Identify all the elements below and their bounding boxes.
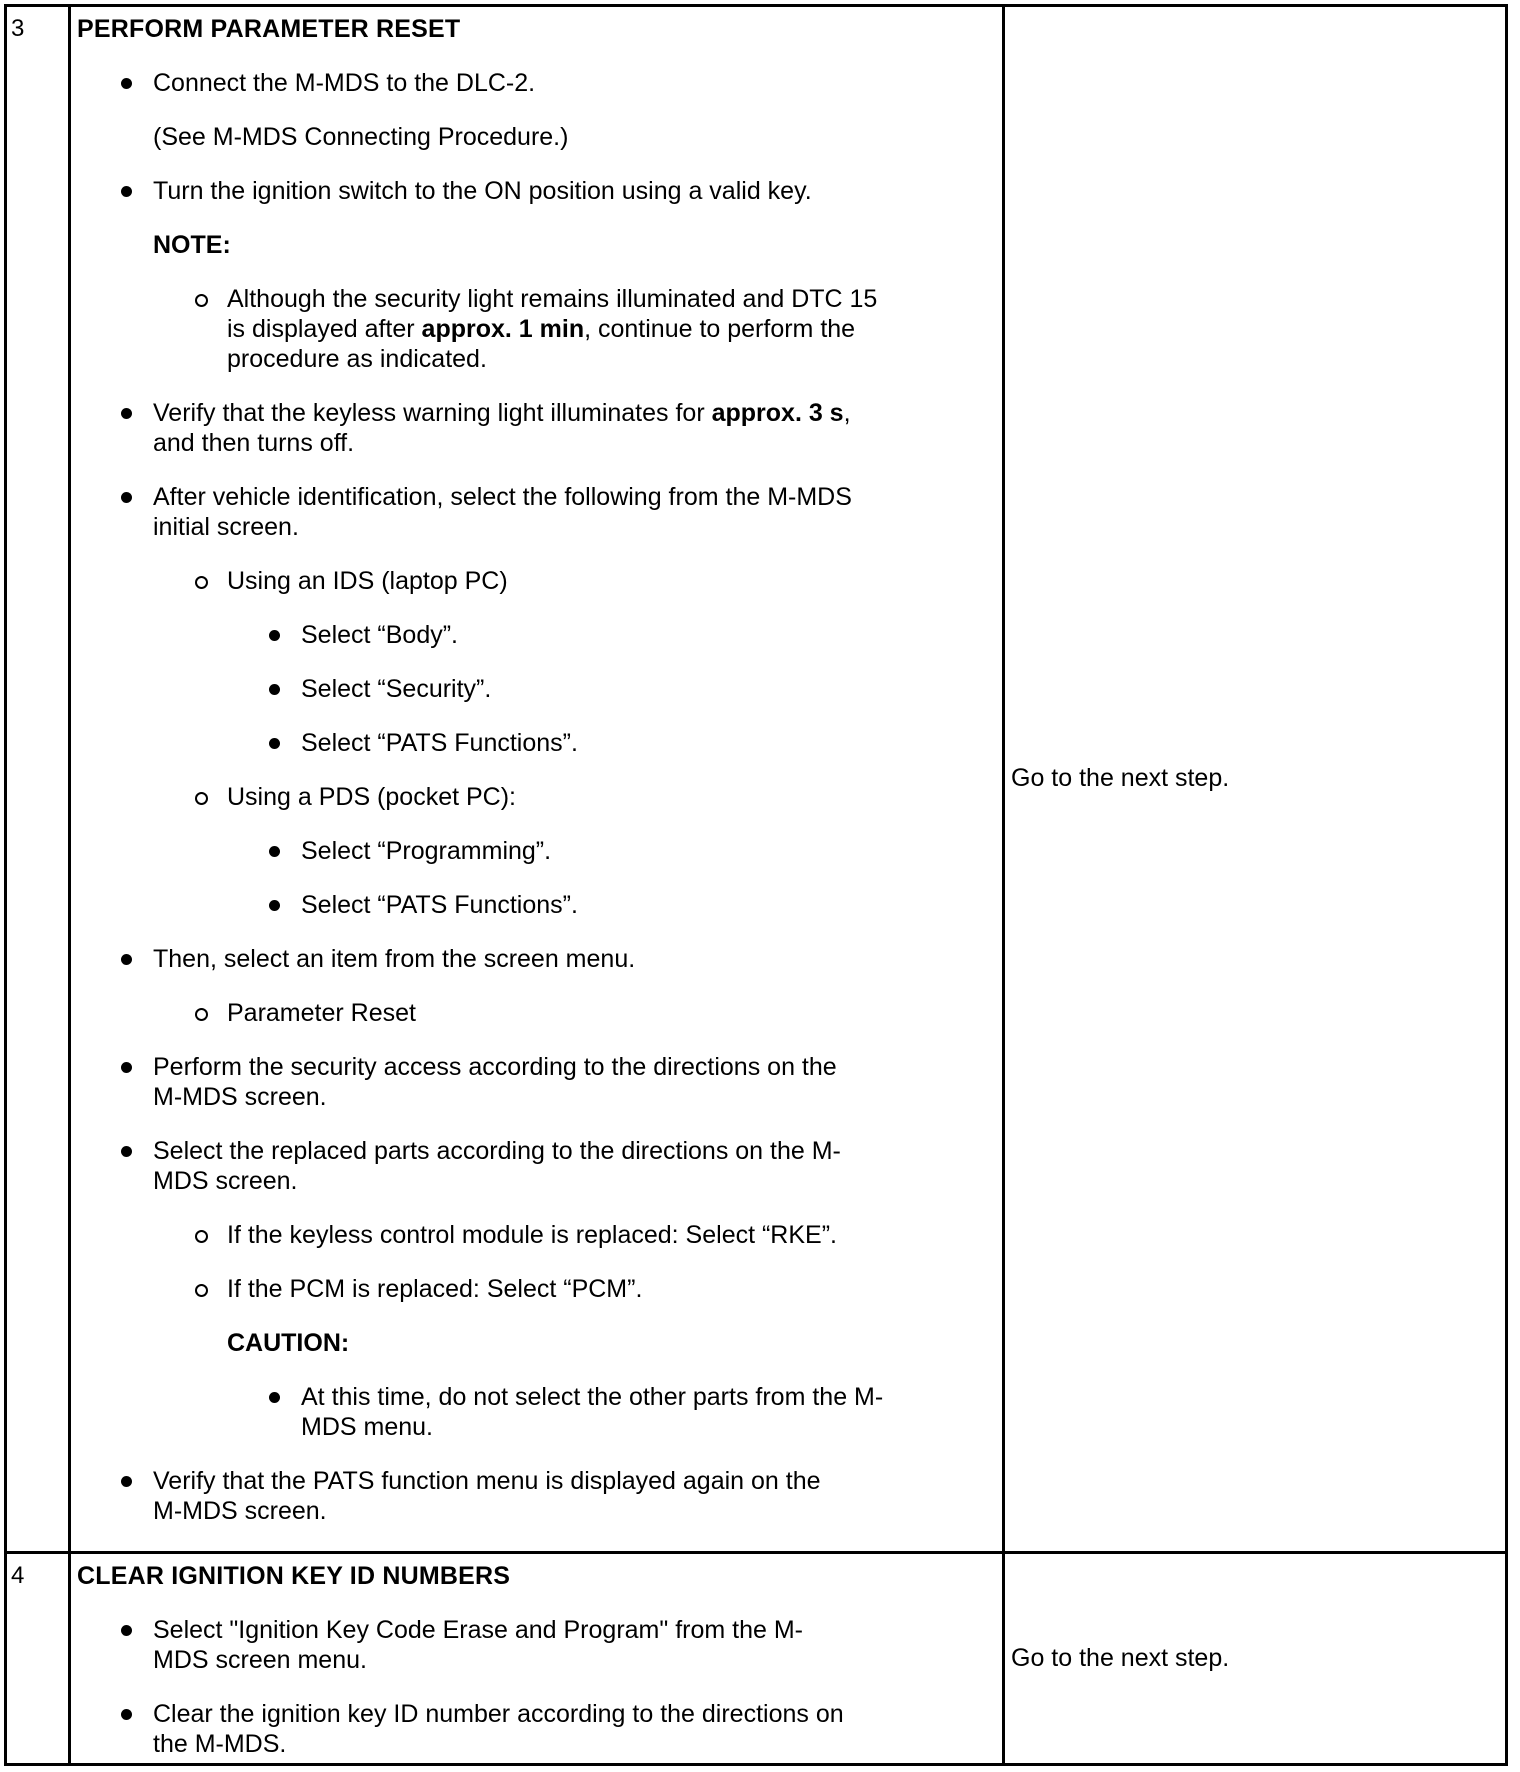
step-row (6, 6, 1507, 1553)
bullet-icon (121, 1476, 132, 1487)
bullet-icon (121, 78, 132, 89)
list-item: After vehicle identification, select the following from the M-MDS initial screen. (71, 482, 853, 542)
sub-list-item: Using a PDS (pocket PC): (71, 782, 897, 812)
sub-list-item: If the keyless control module is replaced: Select “RKE”. (71, 1220, 897, 1250)
bullet-icon (121, 1146, 132, 1157)
circle-bullet-icon (195, 576, 208, 589)
note-item: Although the security light remains illuminated and DTC 15 is displayed after approx. 1 min, continue to perform the procedure as indicated. (71, 284, 897, 374)
result-text: Go to the next step. (1011, 1643, 1230, 1672)
step-number: 3 (11, 15, 25, 42)
sub-sub-list-item: Select “PATS Functions”. (71, 728, 891, 758)
procedure-table (4, 4, 1508, 1766)
list-item: Connect the M-MDS to the DLC-2. (71, 68, 853, 98)
sub-sub-list-item: Select “Security”. (71, 674, 891, 704)
bullet-icon (121, 1062, 132, 1073)
sub-sub-list-item: Select “Programming”. (71, 836, 891, 866)
bullet-icon (269, 684, 280, 695)
bullet-icon (269, 846, 280, 857)
sub-sub-list-item: Select “Body”. (71, 620, 891, 650)
action-list (71, 68, 1002, 98)
action-cell (70, 1552, 1004, 1764)
bullet-icon (121, 954, 132, 965)
result-cell (1004, 1552, 1507, 1764)
caution-label: CAUTION: (227, 1329, 350, 1357)
bullet-icon (121, 186, 132, 197)
circle-bullet-icon (195, 1008, 208, 1021)
list-item: Verify that the keyless warning light illuminates for approx. 3 s, and then turns off. (71, 398, 853, 458)
sub-list-item: Parameter Reset (71, 998, 897, 1028)
list-item: Verify that the PATS function menu is displayed again on the M-MDS screen. (71, 1466, 853, 1526)
action-cell (70, 6, 1004, 1553)
bullet-icon (269, 900, 280, 911)
list-item: Turn the ignition switch to the ON position using a valid key. (71, 176, 853, 206)
list-item: Then, select an item from the screen menu. (71, 944, 853, 974)
sub-list-item: Using an IDS (laptop PC) (71, 566, 897, 596)
bullet-icon (121, 1709, 132, 1720)
circle-bullet-icon (195, 294, 208, 307)
bullet-icon (269, 630, 280, 641)
bullet-icon (269, 738, 280, 749)
bullet-icon (121, 492, 132, 503)
result-text: Go to the next step. (1011, 764, 1230, 793)
list-item: Perform the security access according to the directions on the M-MDS screen. (71, 1052, 853, 1112)
reference-text: (See M-MDS Connecting Procedure.) (153, 123, 569, 151)
list-item: Select the replaced parts according to the directions on the M-MDS screen. (71, 1136, 853, 1196)
bullet-icon (269, 1392, 280, 1403)
step-number-cell (6, 1552, 70, 1764)
bullet-icon (121, 1625, 132, 1636)
step-number-cell (6, 6, 70, 1553)
circle-bullet-icon (195, 1284, 208, 1297)
step-title: PERFORM PARAMETER RESET (77, 15, 461, 43)
list-item: Select "Ignition Key Code Erase and Program" from the M-MDS screen menu. (71, 1615, 853, 1675)
result-cell (1004, 6, 1507, 1553)
caution-item: At this time, do not select the other parts from the M-MDS menu. (71, 1382, 891, 1442)
step-title: CLEAR IGNITION KEY ID NUMBERS (77, 1561, 511, 1590)
action-list (71, 1615, 1002, 1759)
circle-bullet-icon (195, 792, 208, 805)
step-row (6, 1552, 1507, 1764)
list-item: Clear the ignition key ID number according to the directions on the M-MDS. (71, 1699, 853, 1759)
sub-sub-list-item: Select “PATS Functions”. (71, 890, 891, 920)
bullet-icon (121, 408, 132, 419)
step-number: 4 (11, 1561, 25, 1589)
note-label: NOTE: (153, 231, 231, 259)
sub-list-item: If the PCM is replaced: Select “PCM”. (71, 1274, 897, 1304)
circle-bullet-icon (195, 1230, 208, 1243)
